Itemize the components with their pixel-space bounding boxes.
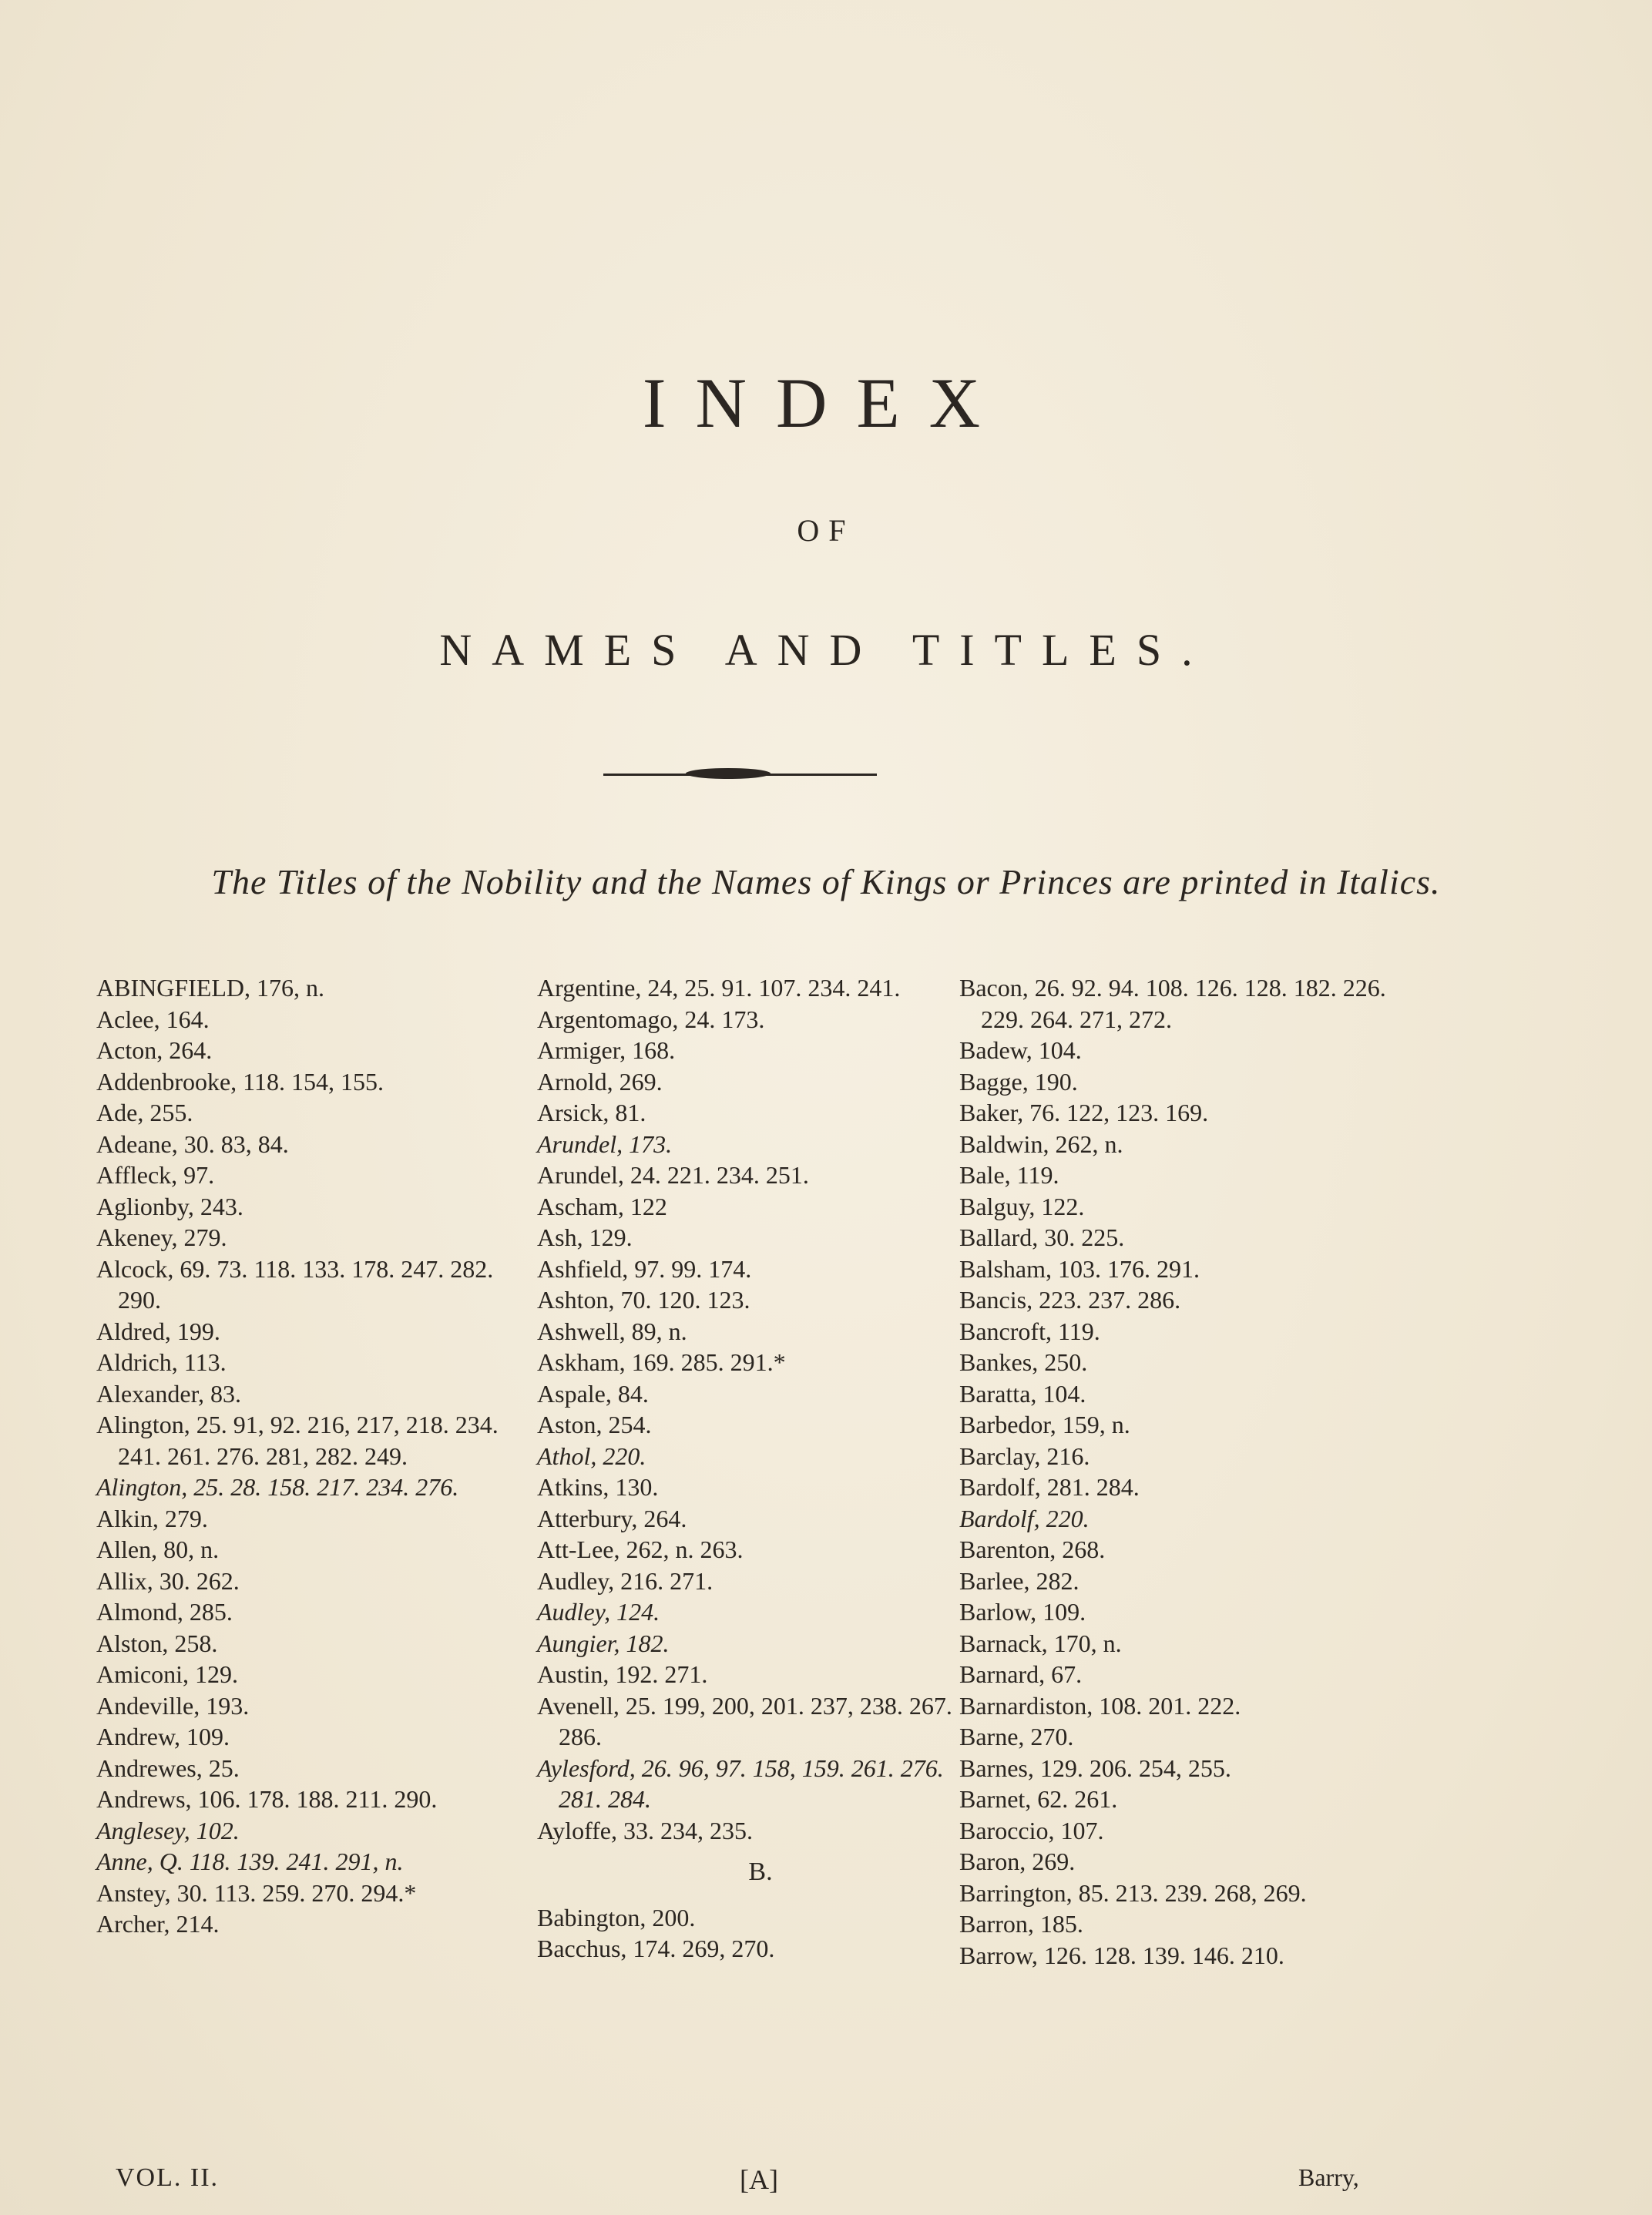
index-entry: Amiconi, 129. [96,1660,238,1688]
index-entry: Acton, 264. [96,1036,213,1064]
index-entry: Barenton, 268. [959,1535,1106,1563]
index-entry: Bagge, 190. [959,1067,1078,1096]
index-entry: Alington, 25. 91, 92. 216, 217, 218. 234. 241. 261. 276. 281, 282. 249. [96,1411,499,1470]
index-column-1 [96,972,512,1940]
index-entry: Aldrich, 113. [96,1348,227,1376]
index-entry: Barnard, 67. [959,1660,1083,1688]
index-entry: Atkins, 130. [537,1473,659,1501]
index-column-3 [959,972,1391,1971]
index-entry: Andrew, 109. [96,1723,230,1750]
index-entry: Anstey, 30. 113. 259. 270. 294.* [96,1878,417,1907]
index-entry: Archer, 214. [96,1910,220,1938]
index-entry: Athol, 220. [537,1441,646,1470]
index-entry: Ade, 255. [96,1099,193,1126]
index-entry: Barclay, 216. [959,1441,1090,1470]
index-entry: Alexander, 83. [96,1379,241,1408]
index-entry: Bale, 119. [959,1161,1059,1189]
index-entry: Aston, 254. [537,1411,652,1438]
index-entry: Argentine, 24, 25. 91. 107. 234. 241. [537,974,901,1002]
index-entry: Anne, Q. 118. 139. 241. 291, n. [96,1848,404,1875]
index-entry: Akeney, 279. [96,1223,227,1251]
ornamental-rule-center [686,768,771,779]
index-entry: Allix, 30. 262. [96,1566,240,1595]
index-entry: Bancroft, 119. [959,1317,1100,1345]
index-entry: Barnardiston, 108. 201. 222. [959,1691,1241,1720]
index-entry: Ascham, 122 [537,1192,667,1220]
catchword: Barry, [1298,2163,1359,2191]
index-entry: Barne, 270. [959,1723,1074,1750]
index-entry: Alington, 25. 28. 158. 217. 234. 276. [96,1473,459,1501]
index-entry: Audley, 216. 271. [537,1566,714,1595]
volume-number: VOL. II. [116,2163,220,2192]
index-entry: Baker, 76. 122, 123. 169. [959,1099,1209,1126]
index-entry: Ballard, 30. 225. [959,1223,1125,1251]
index-entry: Att-Lee, 262, n. 263. [537,1535,744,1563]
italics-note: The Titles of the Nobility and the Names of Kings or Princes are printed in Italics. [211,862,1441,901]
index-entry: Aglionby, 243. [96,1192,243,1220]
index-entry: Baron, 269. [959,1848,1076,1875]
index-entry: Bacon, 26. 92. 94. 108. 126. 128. 182. 226. 229. 264. 271, 272. [959,974,1386,1033]
index-entry: Balguy, 122. [959,1192,1085,1220]
index-entry: Andrews, 106. 178. 188. 211. 290. [96,1785,438,1813]
index-entry: Allen, 80, n. [96,1535,220,1563]
index-entry: Ash, 129. [537,1223,633,1251]
index-entry: Barnet, 62. 261. [959,1785,1118,1813]
index-entry: Balsham, 103. 176. 291. [959,1254,1200,1283]
index-entry: Arundel, 24. 221. 234. 251. [537,1161,809,1189]
index-entry: Atterbury, 264. [537,1504,687,1532]
index-entry: Arundel, 173. [537,1129,673,1158]
index-entry: Andrewes, 25. [96,1754,240,1782]
index-entry: Baratta, 104. [959,1379,1086,1408]
index-entry: Ashton, 70. 120. 123. [537,1286,750,1314]
title-of: OF [797,513,855,548]
page-title: INDEX [642,364,1010,442]
index-entry: Arsick, 81. [537,1099,646,1126]
page-subtitle: NAMES AND TITLES. [439,625,1213,675]
index-entry: Alkin, 279. [96,1504,208,1532]
index-entry: Barnack, 170, n. [959,1629,1122,1657]
index-entry: Barron, 185. [959,1910,1083,1938]
index-entry: Audley, 124. [537,1598,660,1626]
index-entry: Argentomago, 24. 173. [537,1005,765,1033]
index-entry: Armiger, 168. [537,1036,676,1064]
index-entry: Bacchus, 174. 269, 270. [537,1935,775,1962]
index-entry: Aspale, 84. [537,1379,649,1408]
index-entry: Babington, 200. [537,1903,696,1931]
index-entry: Bankes, 250. [959,1348,1088,1376]
index-entry: Askham, 169. 285. 291.* [537,1348,786,1376]
index-entry: Alston, 258. [96,1629,218,1657]
index-entry: Ashfield, 97. 99. 174. [537,1254,752,1283]
index-entry: Almond, 285. [96,1598,233,1626]
index-entry: Affleck, 97. [96,1161,215,1189]
index-entry: Avenell, 25. 199, 200, 201. 237, 238. 267. 286. [537,1691,952,1750]
index-entry: Barlow, 109. [959,1598,1086,1626]
index-entry: Baroccio, 107. [959,1816,1104,1844]
index-entry: Aylesford, 26. 96, 97. 158, 159. 261. 276. 281. 284. [537,1754,944,1813]
section-letter: B. [748,1858,773,1886]
index-entry: ABINGFIELD, 176, n. [96,974,324,1002]
index-entry: Barrow, 126. 128. 139. 146. 210. [959,1941,1284,1969]
index-entry: Baldwin, 262, n. [959,1129,1123,1158]
index-entry: Anglesey, 102. [96,1816,240,1844]
index-entry: Badew, 104. [959,1036,1082,1064]
index-entry: Addenbrooke, 118. 154, 155. [96,1067,384,1096]
index-column-2 [537,972,953,1965]
index-entry: Barrington, 85. 213. 239. 268, 269. [959,1878,1307,1907]
index-entry: Aungier, 182. [537,1629,670,1657]
index-entry: Bancis, 223. 237. 286. [959,1286,1181,1314]
index-entry: Alcock, 69. 73. 118. 133. 178. 247. 282. 290. [96,1254,494,1314]
index-entry: Ayloffe, 33. 234, 235. [537,1816,753,1844]
index-entry: Adeane, 30. 83, 84. [96,1129,289,1158]
index-entry: Austin, 192. 271. [537,1660,708,1688]
index-entry: Barlee, 282. [959,1566,1080,1595]
index-entry: Aldred, 199. [96,1317,220,1345]
index-entry: Arnold, 269. [537,1067,663,1096]
index-entry: Ashwell, 89, n. [537,1317,687,1345]
index-entry: Barbedor, 159, n. [959,1411,1130,1438]
index-entry: Bardolf, 281. 284. [959,1473,1140,1501]
index-entry: Barnes, 129. 206. 254, 255. [959,1754,1231,1782]
index-entry: Andeville, 193. [96,1691,250,1720]
signature-mark: [A] [740,2164,778,2195]
index-entry: Bardolf, 220. [959,1504,1090,1532]
index-entry: Aclee, 164. [96,1005,210,1033]
